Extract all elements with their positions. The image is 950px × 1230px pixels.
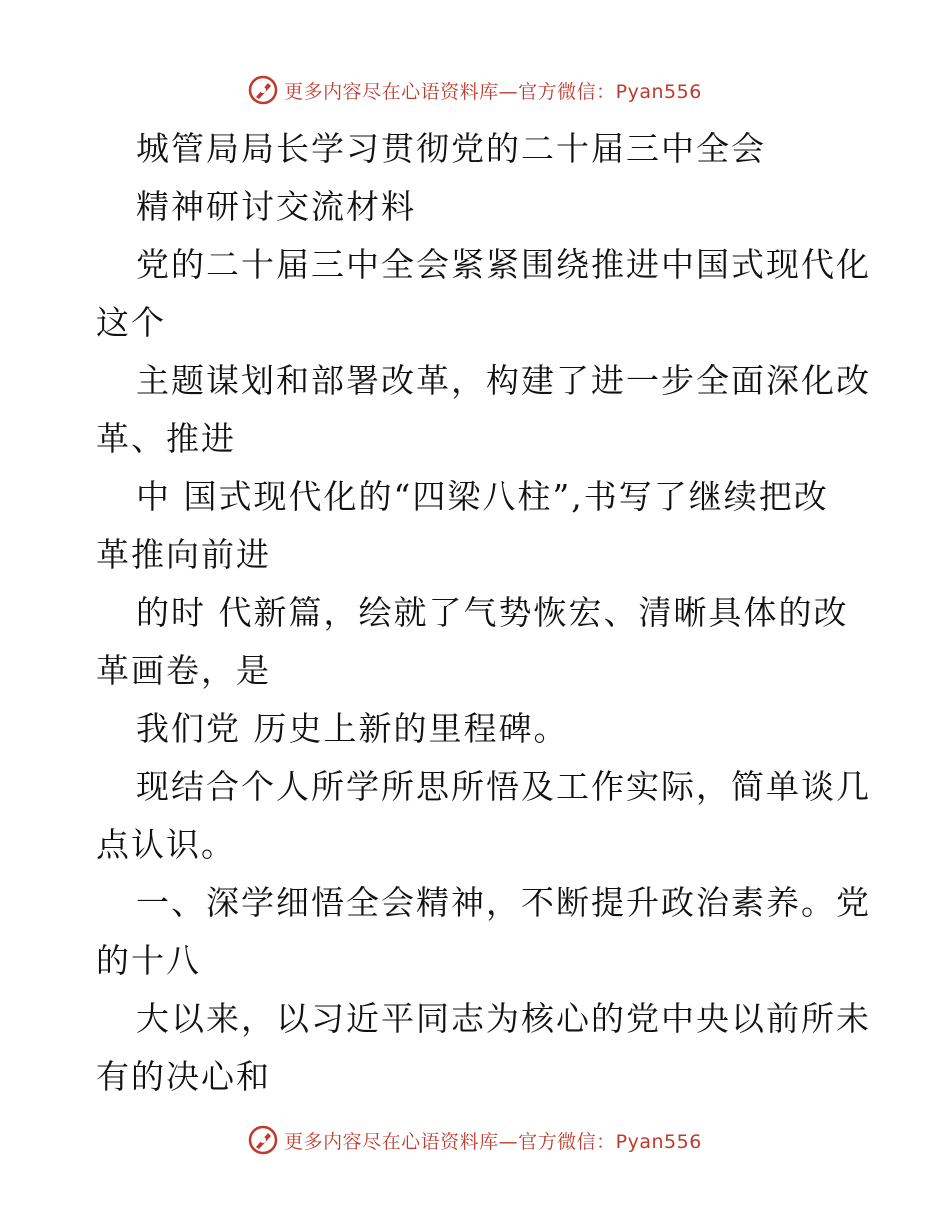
text-line: 大以来，以习近平同志为核心的党中央以前所未	[136, 999, 871, 1038]
text-line: 中 国式现代化的“四梁八柱”,书写了继续把改	[136, 477, 829, 516]
text-line: 城管局局长学习贯彻党的二十届三中全会	[136, 129, 766, 168]
text-line: 点认识。	[96, 825, 236, 864]
document-body	[96, 120, 871, 1106]
footer-banner	[0, 1120, 950, 1160]
text-line: 革、推进	[96, 419, 236, 458]
banner-text: 更多内容尽在心语资料库—官方微信：Pyan556	[284, 80, 702, 103]
text-line: 我们党 历史上新的里程碑。	[136, 709, 569, 748]
text-line: 革画卷，是	[96, 651, 271, 690]
text-line: 现结合个人所学所思所悟及工作实际，简单谈几	[136, 767, 871, 806]
text-line: 这个	[96, 303, 166, 342]
pen-logo-icon	[248, 1125, 278, 1155]
text-line: 主题谋划和部署改革，构建了进一步全面深化改	[136, 361, 871, 400]
pen-logo-icon	[248, 75, 278, 105]
header-banner	[0, 70, 950, 110]
text-line: 一、深学细悟全会精神，不断提升政治素养。党	[136, 883, 871, 922]
text-line: 的时 代新篇，绘就了气势恢宏、清晰具体的改	[136, 593, 849, 632]
text-line: 党的二十届三中全会紧紧围绕推进中国式现代化	[136, 245, 871, 284]
text-line: 的十八	[96, 941, 201, 980]
text-line: 精神研讨交流材料	[136, 187, 416, 226]
text-line: 革推向前进	[96, 535, 271, 574]
text-line: 有的决心和	[96, 1057, 271, 1096]
banner-text: 更多内容尽在心语资料库—官方微信：Pyan556	[284, 1130, 702, 1153]
